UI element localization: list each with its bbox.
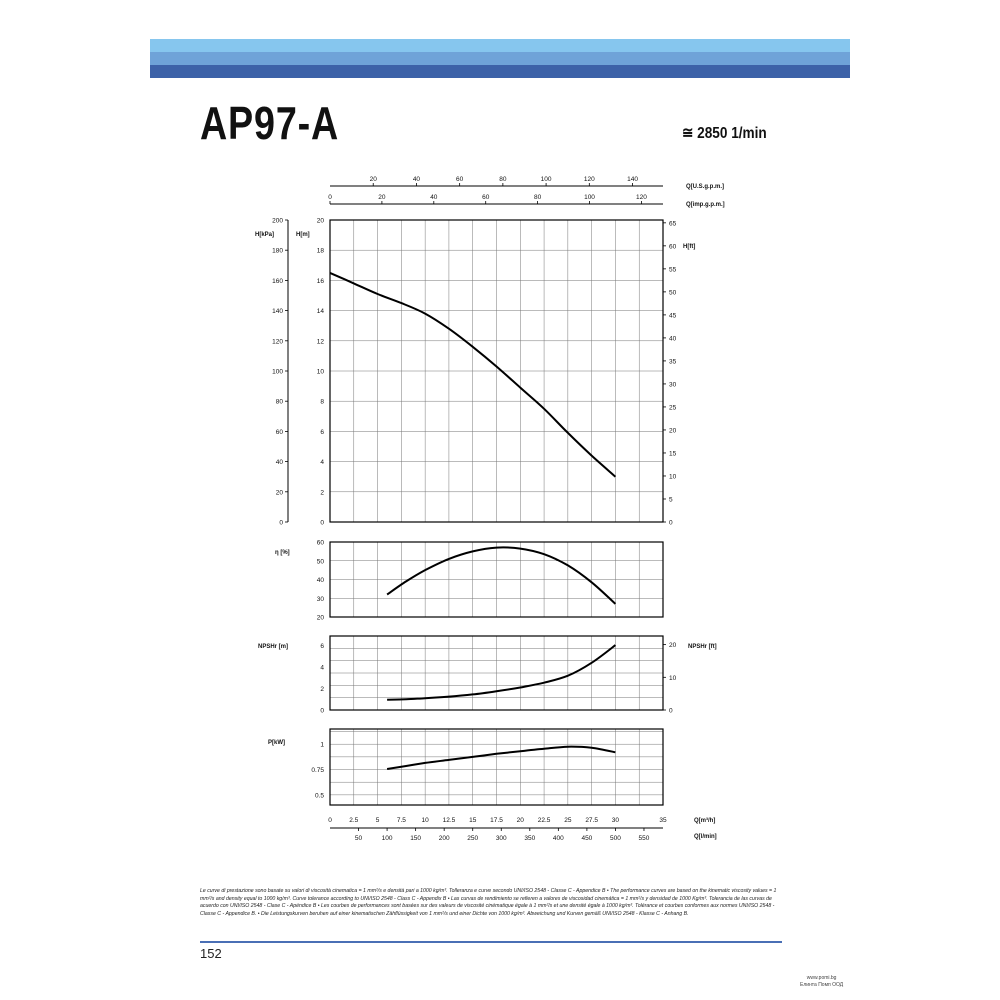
head-m-tick-label: 10 bbox=[316, 368, 324, 376]
head-m-tick-label: 14 bbox=[316, 308, 324, 316]
bottom-m3h-tick-label: 15 bbox=[469, 817, 477, 824]
top-axis-tick-label: 120 bbox=[635, 194, 647, 201]
bottom-lmin-tick-label: 400 bbox=[552, 835, 564, 842]
head-m-tick-label: 12 bbox=[316, 338, 324, 346]
top-axis-tick-label: 120 bbox=[583, 176, 595, 183]
eff-curve bbox=[387, 547, 615, 603]
head-ft-tick-label: 35 bbox=[669, 358, 677, 366]
top-axis-tick-label: 100 bbox=[584, 194, 595, 201]
top-axis-tick-label: 40 bbox=[412, 176, 421, 183]
credit-line-2: Елинта Помп ООД bbox=[800, 981, 844, 988]
power-tick-label: 1 bbox=[320, 741, 324, 749]
npsh-ft-tick-label: 10 bbox=[669, 674, 677, 682]
head-kpa-tick-label: 120 bbox=[272, 338, 283, 346]
head-kpa-tick-label: 180 bbox=[272, 247, 283, 255]
bottom-m3h-tick-label: 2.5 bbox=[349, 817, 359, 824]
power-axis-title: P[kW] bbox=[268, 740, 285, 746]
bottom-lmin-tick-label: 350 bbox=[524, 835, 536, 842]
top-axis-tick-label: 80 bbox=[499, 176, 507, 183]
bottom-m3h-axis-title: Q[m³/h] bbox=[694, 818, 716, 824]
head-ft-tick-label: 15 bbox=[669, 450, 677, 458]
top-axis-tick-label: 20 bbox=[378, 194, 386, 201]
head-kpa-tick-label: 100 bbox=[272, 368, 283, 376]
top-axis-title: Q[imp.g.p.m.] bbox=[686, 202, 725, 208]
bottom-m3h-tick-label: 5 bbox=[375, 817, 380, 824]
head-m-tick-label: 2 bbox=[320, 489, 324, 497]
top-axis-tick-label: 0 bbox=[328, 194, 332, 201]
head-ft-tick-label: 50 bbox=[669, 289, 677, 297]
head-ft-tick-label: 10 bbox=[669, 473, 677, 481]
page-number: 152 bbox=[200, 946, 222, 961]
head-kpa-tick-label: 60 bbox=[275, 428, 283, 436]
bottom-lmin-tick-label: 550 bbox=[638, 835, 650, 842]
head-m-tick-label: 6 bbox=[320, 428, 324, 436]
npsh-ft-tick-label: 0 bbox=[669, 707, 673, 715]
bottom-lmin-tick-label: 250 bbox=[467, 835, 479, 842]
bottom-lmin-tick-label: 300 bbox=[495, 835, 507, 842]
eff-tick-label: 50 bbox=[316, 558, 324, 566]
npsh-m-tick-label: 4 bbox=[320, 664, 324, 672]
top-axis-tick-label: 20 bbox=[369, 176, 377, 183]
bottom-lmin-tick-label: 200 bbox=[438, 835, 450, 842]
head-ft-tick-label: 60 bbox=[669, 243, 677, 251]
bottom-lmin-tick-label: 50 bbox=[354, 835, 363, 842]
head-kpa-tick-label: 200 bbox=[272, 217, 283, 225]
bottom-m3h-tick-label: 35 bbox=[659, 817, 667, 824]
head-kpa-tick-label: 80 bbox=[275, 398, 283, 406]
top-axis-tick-label: 60 bbox=[482, 194, 490, 201]
eff-tick-label: 20 bbox=[316, 614, 324, 622]
eff-tick-label: 30 bbox=[316, 595, 324, 603]
npsh-m-tick-label: 6 bbox=[320, 643, 324, 651]
head-kpa-tick-label: 160 bbox=[272, 277, 283, 285]
head-m-tick-label: 4 bbox=[320, 459, 324, 467]
npsh-m-axis-title: NPSHr [m] bbox=[258, 644, 289, 650]
npsh-m-tick-label: 0 bbox=[320, 707, 324, 715]
head-m-tick-label: 20 bbox=[316, 217, 324, 225]
footer-rule bbox=[200, 941, 782, 943]
credit-line-1: www.pomi.bg bbox=[806, 975, 837, 981]
bottom-m3h-tick-label: 12.5 bbox=[442, 817, 456, 824]
bottom-m3h-tick-label: 22.5 bbox=[537, 817, 551, 824]
head-kpa-tick-label: 20 bbox=[275, 489, 283, 497]
head-kpa-tick-label: 0 bbox=[279, 519, 283, 527]
head-ft-tick-label: 30 bbox=[669, 381, 677, 389]
head-ft-tick-label: 25 bbox=[669, 404, 677, 412]
top-axis-tick-label: 40 bbox=[430, 194, 438, 201]
head-m-tick-label: 18 bbox=[316, 247, 324, 255]
head-m-axis-title: H[m] bbox=[296, 232, 310, 238]
npsh-m-tick-label: 2 bbox=[320, 686, 324, 694]
npsh-ft-axis-title: NPSHr [ft] bbox=[688, 644, 717, 650]
bottom-lmin-tick-label: 150 bbox=[410, 835, 422, 842]
bottom-m3h-tick-label: 17.5 bbox=[490, 817, 503, 824]
head-ft-tick-label: 45 bbox=[669, 312, 677, 320]
credit bbox=[800, 975, 843, 988]
bottom-m3h-tick-label: 30 bbox=[611, 817, 620, 824]
npsh-curve bbox=[387, 645, 615, 700]
top-axis-title: Q[U.S.g.p.m.] bbox=[686, 184, 724, 190]
power-curve bbox=[387, 747, 615, 769]
power-tick-label: 0.75 bbox=[311, 767, 324, 775]
head-ft-tick-label: 5 bbox=[669, 496, 673, 504]
top-axis-tick-label: 80 bbox=[533, 194, 542, 201]
bottom-lmin-tick-label: 100 bbox=[381, 835, 393, 842]
head-m-tick-label: 16 bbox=[316, 277, 324, 285]
bottom-m3h-tick-label: 20 bbox=[516, 817, 524, 824]
npsh-ft-tick-label: 20 bbox=[669, 642, 677, 650]
head-ft-tick-label: 20 bbox=[669, 427, 677, 435]
head-ft-tick-label: 55 bbox=[669, 266, 677, 274]
page-title: AP97-A bbox=[200, 97, 340, 149]
top-axis-tick-label: 140 bbox=[627, 176, 638, 183]
power-tick-label: 0.5 bbox=[314, 792, 324, 800]
top-axis-tick-label: 60 bbox=[456, 176, 464, 183]
bottom-m3h-tick-label: 25 bbox=[564, 817, 572, 824]
bottom-m3h-tick-label: 0 bbox=[328, 817, 332, 824]
eff-tick-label: 60 bbox=[316, 539, 324, 547]
head-ft-axis-title: H[ft] bbox=[683, 244, 696, 250]
head-kpa-axis-title: H[kPa] bbox=[255, 232, 275, 238]
bottom-lmin-axis-title: Q[l/min] bbox=[694, 834, 717, 840]
bottom-lmin-tick-label: 500 bbox=[609, 835, 621, 842]
bottom-m3h-tick-label: 10 bbox=[421, 817, 429, 824]
head-ft-tick-label: 40 bbox=[669, 335, 677, 343]
head-kpa-tick-label: 40 bbox=[275, 459, 283, 467]
head-ft-tick-label: 0 bbox=[669, 519, 673, 527]
bottom-m3h-tick-label: 7.5 bbox=[396, 817, 406, 824]
head-kpa-tick-label: 140 bbox=[272, 308, 283, 316]
eff-axis-title: η [%] bbox=[275, 550, 290, 556]
rotation-speed: ≅ 2850 1/min bbox=[682, 125, 767, 142]
bottom-lmin-tick-label: 450 bbox=[581, 835, 593, 842]
top-axis-tick-label: 100 bbox=[540, 176, 552, 183]
head-ft-tick-label: 65 bbox=[669, 220, 677, 228]
head-m-tick-label: 8 bbox=[320, 398, 324, 406]
footnote: Le curve di prestazione sono basate su valori di viscosità cinematica = 1 mm²/s e densità pari a 1000 kg/m³. Tolleranza e curve secondo UNI/ISO 2548 - Classe C - Appendice B • The performance curves are based on the kinematic viscosity values = 1 mm²/s and density equal to 1000 kg/m³. Curve tolerance according to UNI/ISO 2548 - Class C - Appendix B • Las curvas de rendimiento se refieren a valores de viscosidad cinemática = 1 mm²/s y densidad de 1000 Kg/m³. Tolerancia de las curvas de acuerdo con UNI/ISO 2548 - Clase C - Apéndice B • Les courbes de performances sont basées sur des valeurs de viscosité cinématique égale à 1 mm²/s et une densité égale à 1000 kg/m³. Tolérance et courbes conformes aux normes UNI/ISO 2548 - Classe C - Appendice B. • Die Leistungskurven beruhen auf einer kinematischen Zähflüssigkeit von 1 mm²/s und einer Dichte von 1000 kg/m³. Abweichung und Kurven gemäß UNI/ISO 2548 - Klasse C - Anhang B. bbox=[200, 888, 777, 917]
eff-tick-label: 40 bbox=[316, 577, 324, 584]
head-m-tick-label: 0 bbox=[320, 519, 324, 527]
bottom-m3h-tick-label: 27.5 bbox=[585, 817, 598, 824]
